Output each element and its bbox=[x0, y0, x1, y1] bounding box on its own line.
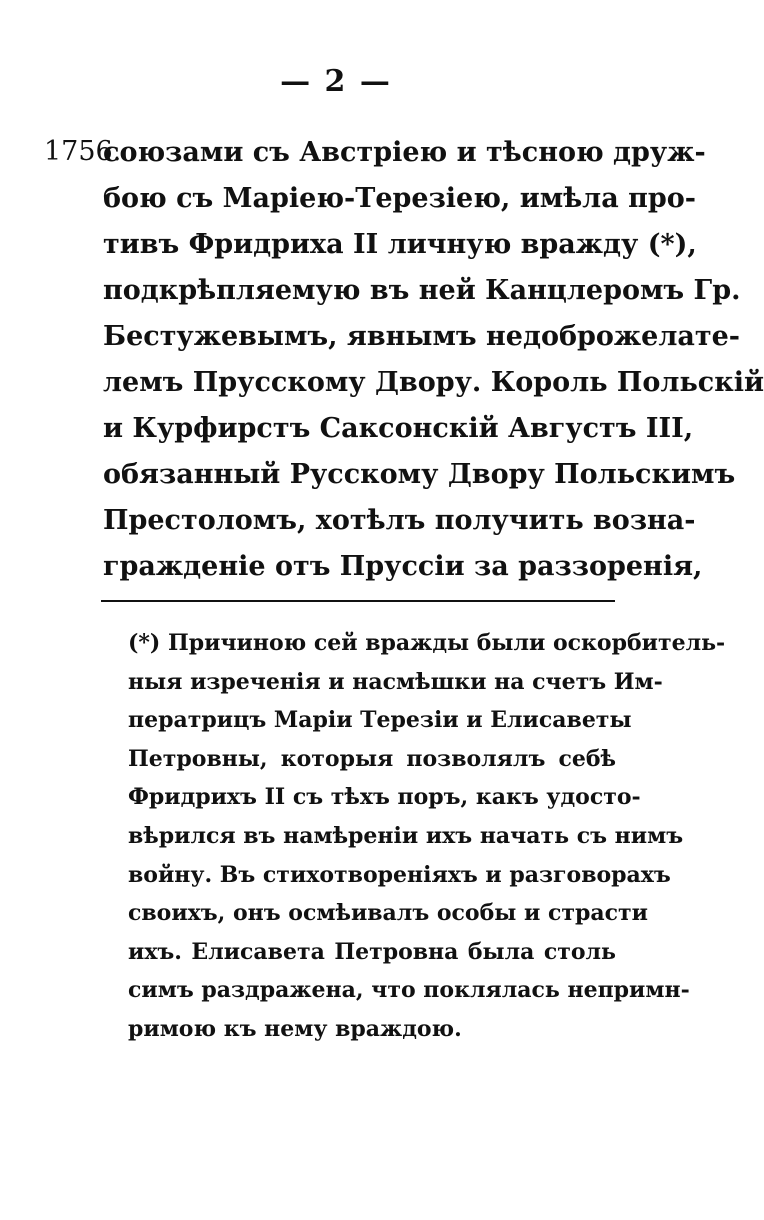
footnote-line: симъ раздражена, что поклялась непримн- bbox=[128, 977, 690, 1004]
main-text bbox=[103, 130, 764, 590]
footnote-line: вѣрился въ намѣреніи ихъ начать съ нимъ bbox=[128, 822, 684, 849]
footnote-line: войну. Въ стихотвореніяхъ и разговорахъ bbox=[128, 861, 671, 888]
footnote-line: Петровны, которыя позволялъ себѣ bbox=[128, 745, 616, 772]
main-line: тивъ Фридриха II личную вражду (*), bbox=[103, 229, 697, 260]
footnote-line: Фридрихъ II съ тѣхъ поръ, какъ удосто- bbox=[128, 784, 641, 811]
main-line: подкрѣпляемую въ ней Канцлеромъ Гр. bbox=[103, 275, 741, 306]
main-line: Бестужевымъ, явнымъ недоброжелате- bbox=[103, 321, 740, 352]
main-line: союзами съ Австріею и тѣсною друж- bbox=[103, 137, 706, 168]
footnote-divider bbox=[101, 600, 615, 602]
main-line: Престоломъ, хотѣлъ получить возна- bbox=[103, 505, 696, 536]
footnote-line: своихъ, онъ осмѣивалъ особы и страсти bbox=[128, 900, 648, 927]
page-number: — 2 — bbox=[280, 64, 392, 99]
footnote-line: ператрицъ Маріи Терезіи и Елисаветы bbox=[128, 707, 632, 734]
footnote bbox=[128, 624, 726, 1049]
footnote-line: (*) Причиною сей вражды были оскорбитель- bbox=[128, 630, 726, 656]
main-line: гражденіе отъ Пруссіи за раззоренія, bbox=[103, 551, 703, 582]
footnote-line: ихъ. Елисавета Петровна была столь bbox=[128, 938, 616, 965]
main-line: бою съ Маріею-Терезіею, имѣла про- bbox=[103, 183, 696, 214]
footnote-line: ныя изреченія и насмѣшки на счетъ Им- bbox=[128, 668, 663, 695]
main-line: лемъ Прусскому Двору. Король Польскій bbox=[103, 367, 764, 398]
main-line: обязанный Русскому Двору Польскимъ bbox=[103, 459, 736, 490]
margin-year: 1756. bbox=[44, 136, 122, 167]
main-line: и Курфирстъ Саксонскій Августъ III, bbox=[103, 413, 694, 444]
footnote-line: римою къ нему враждою. bbox=[128, 1015, 462, 1042]
